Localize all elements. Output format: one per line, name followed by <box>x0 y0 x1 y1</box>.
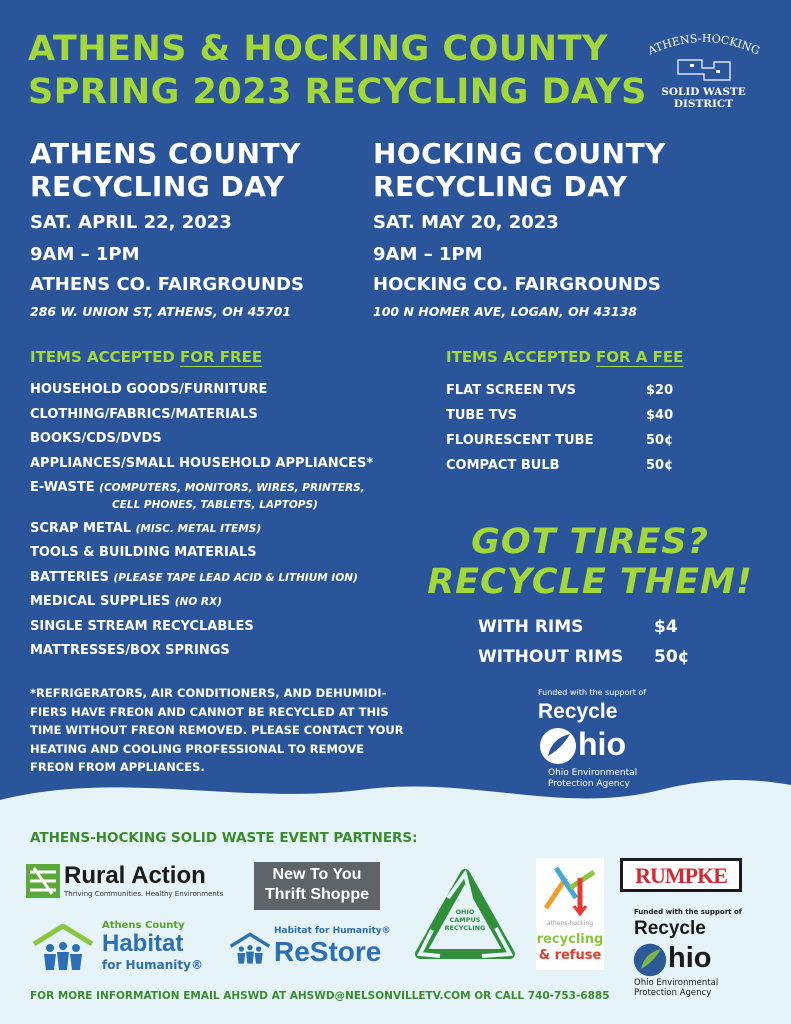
habitat-county: Athens County <box>102 920 185 931</box>
rural-action-name: Rural Action <box>64 862 206 889</box>
habitat-logo <box>30 920 220 976</box>
svg-text:ATHENS-HOCKING: ATHENS-HOCKING <box>646 31 762 58</box>
funded-text: Funded with the support of <box>538 688 647 697</box>
ahrr-line2: & refuse <box>538 948 602 963</box>
ohio-campus-recycling-logo <box>410 868 520 968</box>
main-title-line2: SPRING 2023 RECYCLING DAYS <box>28 72 647 112</box>
new-to-you-logo <box>254 862 380 910</box>
habitat-subname: for Humanity® <box>102 958 203 972</box>
restore-name: ReStore <box>274 936 382 967</box>
note-line: HEATING AND COOLING PROFESSIONAL TO REMOVE <box>30 741 365 756</box>
free-item: MATTRESSES/BOX SPRINGS <box>30 643 230 658</box>
habitat-name: Habitat <box>102 930 184 957</box>
new-to-you-line1: New To You <box>272 866 362 883</box>
footer-contact: FOR MORE INFORMATION EMAIL AHSWD AT AHSWD@NELSONVILLETV.COM OR CALL 740-753-6885 <box>30 990 610 1002</box>
rumpke-logo <box>620 858 742 892</box>
hocking-title-line2: RECYCLING DAY <box>373 170 628 203</box>
fee-item: FLOURESCENT TUBE 50¢ <box>446 433 674 448</box>
note-line: TIME WITHOUT FREON REMOVED. PLEASE CONTACT YOUR <box>30 723 404 737</box>
note-line: FIERS HAVE FREON AND CANNOT BE RECYCLED AT THIS <box>30 704 389 719</box>
recycle-ohio-logo-partner <box>628 908 758 1000</box>
athens-time: 9AM – 1PM <box>30 244 140 265</box>
note-line: FREON FROM APPLIANCES. <box>30 760 205 774</box>
note-line: *REFRIGERATORS, AIR CONDITIONERS, AND DEHUMIDI- <box>30 686 387 700</box>
partners-heading: ATHENS-HOCKING SOLID WASTE EVENT PARTNERS: <box>30 830 418 846</box>
athens-title-line2: RECYCLING DAY <box>30 170 285 203</box>
athens-venue: ATHENS CO. FAIRGROUNDS <box>30 274 304 295</box>
habitat-house-icon <box>30 924 96 972</box>
agency-line1: Ohio Environmental <box>548 768 638 778</box>
recycle-text: Recycle <box>538 700 618 723</box>
fee-items-heading: ITEMS ACCEPTED FOR A FEE <box>446 348 684 366</box>
county-map-icon <box>674 56 734 84</box>
free-item: SCRAP METAL (MISC. METAL ITEMS) <box>30 520 262 536</box>
ohio-leaf-icon-partner <box>632 942 668 978</box>
free-item: CLOTHING/FABRICS/MATERIALS <box>30 406 258 422</box>
free-item: MEDICAL SUPPLIES (NO RX) <box>30 594 222 609</box>
new-to-you-line2: Thrift Shoppe <box>265 886 369 903</box>
ahswd-logo-line2: DISTRICT <box>673 98 734 110</box>
tire-price-row: WITHOUT RIMS 50¢ <box>478 647 690 667</box>
recycle-text-partner: Recycle <box>634 918 706 939</box>
rural-action-logo <box>26 862 236 902</box>
athens-date: SAT. APRIL 22, 2023 <box>30 212 232 233</box>
hocking-address: 100 N HOMER AVE, LOGAN, OH 43138 <box>373 304 638 319</box>
free-item: E-WASTE (COMPUTERS, MONITORS, WIRES, PRINTERS, <box>30 480 365 495</box>
funded-text-partner: Funded with the support of <box>634 908 742 916</box>
restore-house-icon <box>228 932 272 966</box>
recycle-ohio-logo <box>530 688 670 798</box>
ohio-text: hio <box>578 726 626 762</box>
hocking-date: SAT. MAY 20, 2023 <box>373 212 559 233</box>
free-item: SINGLE STREAM RECYCLABLES <box>30 618 254 634</box>
free-items-list <box>30 378 373 664</box>
free-items-heading: ITEMS ACCEPTED FOR FREE <box>30 348 263 366</box>
restore-small: Habitat for Humanity® <box>274 926 391 936</box>
rumpke-text: RUMPKE <box>635 863 727 888</box>
free-item: TOOLS & BUILDING MATERIALS <box>30 545 257 560</box>
free-item: BATTERIES (PLEASE TAPE LEAD ACID & LITHIUM ION) <box>30 569 358 585</box>
free-item: CELL PHONES, TABLETS, LAPTOPS) <box>112 498 318 511</box>
athens-address: 286 W. UNION ST, ATHENS, OH 45701 <box>30 304 292 319</box>
rural-action-tagline: Thriving Communities. Healthy Environments <box>64 890 224 898</box>
ohio-leaf-icon <box>538 726 578 766</box>
fee-item: COMPACT BULB 50¢ <box>446 458 674 473</box>
free-item: HOUSEHOLD GOODS/FURNITURE <box>30 382 268 397</box>
free-item: APPLIANCES/SMALL HOUSEHOLD APPLIANCES* <box>30 455 374 471</box>
free-item: BOOKS/CDS/DVDS <box>30 431 162 446</box>
hocking-venue: HOCKING CO. FAIRGROUNDS <box>373 274 661 295</box>
ocr-text: OHIO CAMPUS RECYCLING <box>444 908 486 932</box>
ahswd-logo <box>636 30 771 115</box>
ahrr-small-text: athens-hocking <box>546 920 594 927</box>
hocking-title-line1: HOCKING COUNTY <box>373 137 666 170</box>
athens-title-line1: ATHENS COUNTY <box>30 137 301 170</box>
freon-note <box>30 684 430 777</box>
ahrr-arrows-icon <box>536 858 604 918</box>
tires-heading-line1: GOT TIRES? <box>471 522 709 562</box>
main-title-line1: ATHENS & HOCKING COUNTY <box>28 29 608 69</box>
agency-line1-partner: Ohio Environmental <box>634 978 719 988</box>
ahrr-line1: recycling <box>536 932 604 947</box>
ohio-text-partner: hio <box>668 942 712 974</box>
hocking-time: 9AM – 1PM <box>373 244 483 265</box>
fee-items-list <box>446 378 706 478</box>
agency-line2: Protection Agency <box>548 779 630 789</box>
ahrr-logo <box>536 858 604 970</box>
tire-prices <box>478 612 718 672</box>
ahswd-logo-line1: SOLID WASTE <box>661 86 746 98</box>
tires-heading-line2: RECYCLE THEM! <box>427 562 753 602</box>
rural-action-icon <box>26 864 60 898</box>
fee-item: FLAT SCREEN TVS $20 <box>446 383 674 398</box>
restore-logo <box>228 924 398 974</box>
agency-line2-partner: Protection Agency <box>634 988 712 998</box>
fee-item: TUBE TVS $40 <box>446 408 674 423</box>
tire-price-row: WITH RIMS $4 <box>478 617 678 637</box>
